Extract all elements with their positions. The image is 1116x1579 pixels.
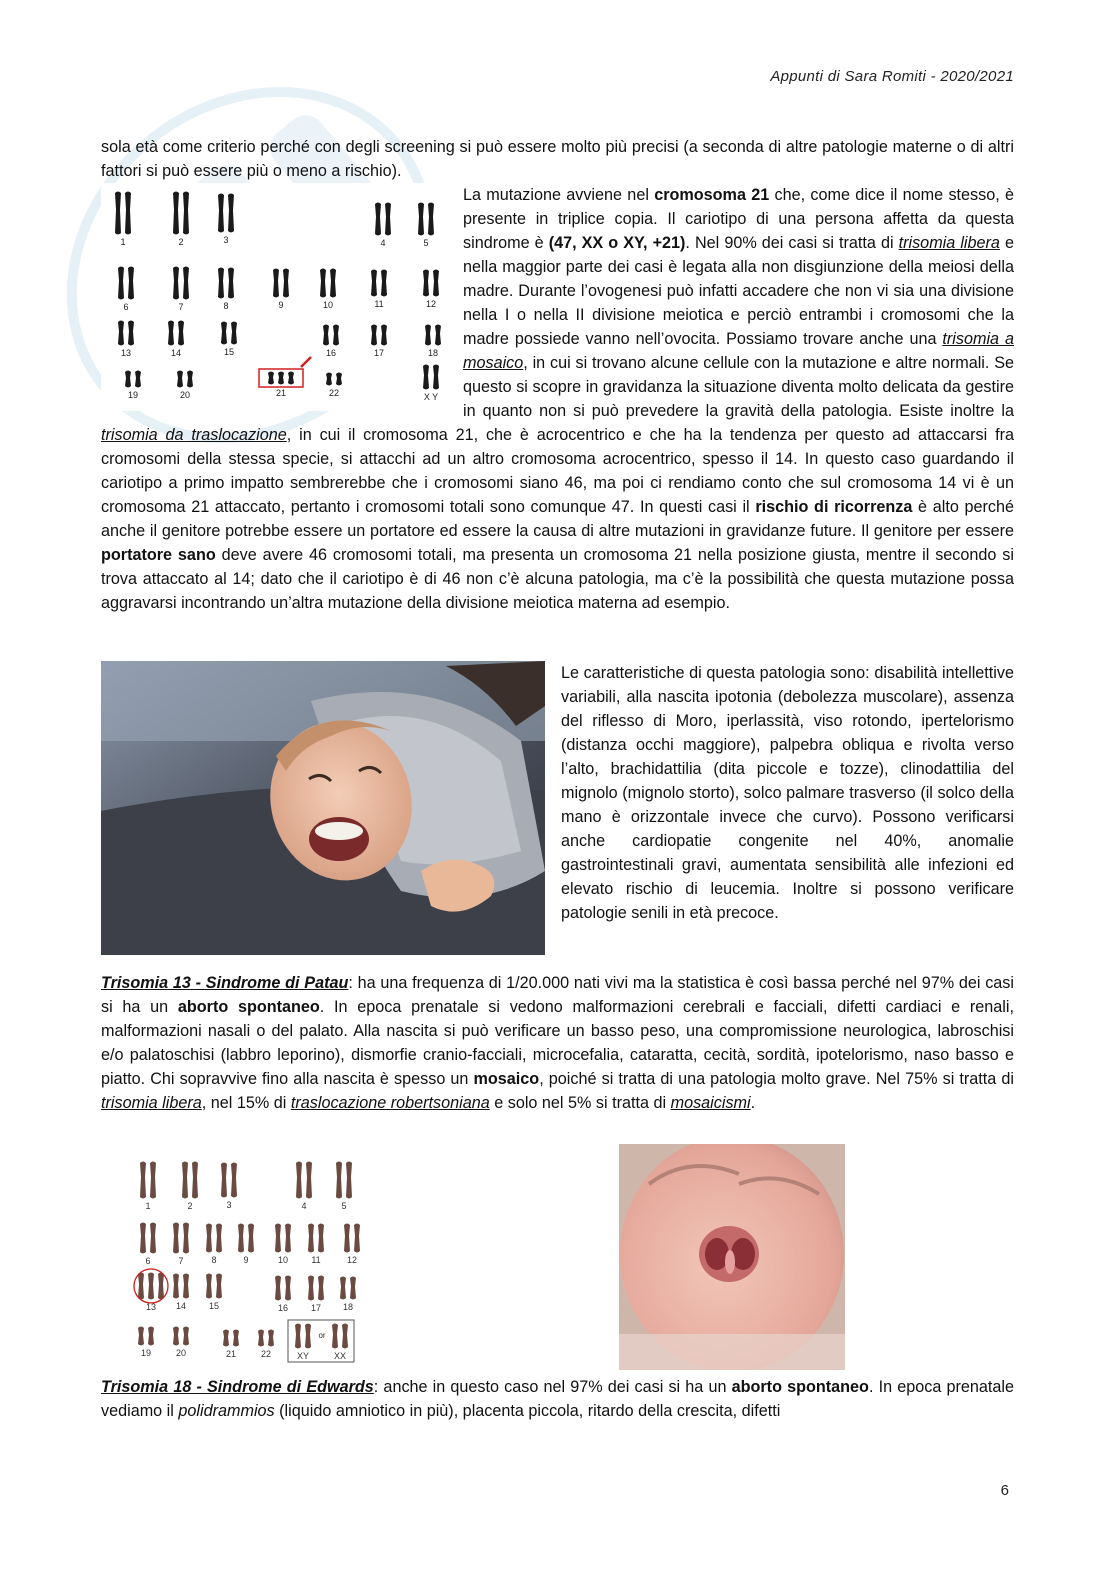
paragraph-patau [101, 971, 1014, 1115]
term-trisomia-libera: trisomia libera [898, 234, 1000, 252]
chromosome-number-label: 20 [179, 390, 191, 400]
chromosome-pair [140, 1162, 156, 1199]
chromosome-number-label: 8 [223, 301, 229, 311]
chromosome-pair [173, 1274, 189, 1299]
or-label: or [318, 1331, 326, 1340]
paragraph-down-syndrome [101, 183, 1014, 615]
chromosome-number-label: 15 [223, 347, 235, 357]
chromosome-number-label: 18 [427, 348, 439, 358]
chromosome-pair [238, 1224, 254, 1253]
chromosome-number-label: 8 [211, 1255, 217, 1265]
paragraph-text: Trisomia 13 - Sindrome di Patau: ha una frequenza di 1/20.000 nati vivi ma la statistica è così bassa perché nel 97% dei casi si ha un aborto spontaneo. In epoca prenatale si vedono malformazioni cerebrali e facciali, difetti cardiaci e renali, malformazioni nasali o del palato. Alla nascita si può verificare un basso peso, una compromissione neurologica, labroschisi e/o palatoschisi (labbro leporino), dismorfie cranio-facciali, microcefalia, cataratta, cecità, sordità, ipotelorismo, naso basso e piatto. Chi sopravvive fino alla nascita è spesso un mosaico, poiché si tratta di una patologia molto grave. Nel 75% si tratta di trisomia libera, nel 15% di traslocazione robertsoniana e solo nel 5% si tratta di mosaicismi. [101, 974, 1014, 1112]
chromosome-pair [332, 1324, 348, 1349]
chromosome-number-label: XY [296, 1351, 310, 1361]
chromosome-number-label: 13 [120, 348, 132, 358]
paragraph-text: La mutazione avviene nel cromosoma 21 che, come dice il nome stesso, è presente in triplice copia. Il cariotipo di una persona affetta da questa sindrome è (47, XX o XY, +21). Nel 90% dei casi si tratta di trisomia libera e nella maggior parte dei casi è legata alla non disgiunzione della meiosi della madre. Durante l’ovogenesi può infatti accadere che non vi sia una divisione nella I o nella II divisione meiotica e perciò entrambi i cromosomi che la madre possiede vanno nell’ovocita. Possiamo trovare anche una trisomia a mosaico, in cui si trovano alcune cellule con la mutazione e altre normali. Se questo si scopre in gravidanza la situazione diventa molto delicata da gestire in quanto non si può prevedere la gravità della patologia. Esiste inoltre la trisomia da traslocazione, in cui il cromosoma 21, che è acrocentrico e che ha la tendenza per questo ad attaccarsi fra cromosomi della stessa specie, si attacchi ad un altro cromosoma acrocentrico, spesso il 14. In questo caso guardando il cariotipo a primo impatto sembrerebbe che i cromosomi siano 46, ma poi ci rendiamo conto che sul cromosoma 14 vi è un cromosoma 21 attaccato, pertanto i cromosomi totali sono comunque 47. In questi casi il rischio di ricorrenza è alto perché anche il genitore potrebbe essere un portatore ed essere la causa di altre mutazioni in gravidanze future. Il genitore per essere portatore sano deve avere 46 cromosomi totali, ma presenta un cromosoma 21 nella posizione giusta, mentre il secondo si trova attaccato al 14; dato che il cariotipo è di 46 non c’è alcuna patologia, ma c’è la possibilità che questa mutazione possa aggravarsi incontrando un’altra mutazione della divisione meiotica materna ad esempio. [101, 186, 1015, 612]
paragraph-text: sola età come criterio perché con degli screening si può essere molto più precisi (a seconda di altre patologie materne o di altri fattori si può essere più o meno a rischio). [101, 138, 1014, 180]
chromosome-pair [308, 1276, 324, 1301]
chromosome-number-label: 20 [175, 1348, 187, 1358]
chromosome-pair [138, 1327, 154, 1346]
chromosome-number-label: 2 [178, 237, 184, 247]
infant-photo-illustration [619, 1144, 845, 1370]
chromosome-pair [296, 1162, 312, 1199]
infant-cleft-lip-photo [619, 1144, 845, 1370]
chromosome-number-label: 19 [127, 390, 139, 400]
chromosome-number-label: 19 [140, 1348, 152, 1358]
child-photo [101, 661, 545, 955]
chromosome-number-label: X Y [423, 392, 439, 402]
term-trisomia-mosaico: trisomia a mosaico [463, 330, 1014, 372]
chromosome-pair [173, 192, 189, 235]
chromosome-number-label: 21 [225, 1349, 237, 1359]
chromosome-pair [275, 1276, 291, 1301]
chromosome-number-label: 4 [301, 1201, 307, 1211]
chromosome-pair [275, 1224, 291, 1253]
chromosome-pair [218, 194, 234, 233]
chromosome-number-label: 10 [322, 300, 334, 310]
chromosome-pair [308, 1224, 324, 1253]
chromosome-pair [273, 269, 289, 298]
chromosome-pair [371, 270, 387, 297]
paragraph-edwards [101, 1375, 1014, 1423]
chromosome-pair [340, 1277, 356, 1300]
chromosome-number-label: 11 [374, 299, 384, 309]
chromosome-number-label: 11 [311, 1255, 321, 1265]
chromosome-number-label: 3 [223, 235, 229, 245]
chromosome-number-label: 5 [423, 238, 429, 248]
chromosome-number-label: XX [333, 1351, 347, 1361]
paragraph-intro [101, 135, 1014, 183]
chromosome-number-label: 18 [342, 1302, 354, 1312]
chromosome-pair [118, 267, 134, 300]
chromosome-number-label: 1 [120, 237, 126, 247]
chromosome-pair [423, 270, 439, 297]
chromosome-number-label: 14 [175, 1301, 187, 1311]
chromosome-pair [125, 371, 141, 388]
chromosome-number-label: 16 [277, 1303, 289, 1313]
chromosome-pair [173, 1223, 189, 1254]
chromosome-pair [221, 1163, 237, 1198]
paragraph-text: Le caratteristiche di questa patologia sono: disabilità intellettive variabili, alla nascita ipotonia (debolezza muscolare), assenza del riflesso di Moro, iperlassità, viso rotondo, ipertelorismo (distanza occhi maggiore), palpebra obliqua e rivolta verso l’alto, brachidattilia (dita piccole e tozze), clinodattilia del mignolo (mignolo storto), solco palmare trasverso (il solco della mano è orizzontale invece che curvo). Possono verificarsi anche cardiopatie congenite nel 40%, anomalie gastrointestinali gravi, aumentata sensibilità alle infezioni ed elevato rischio di leucemia. Inoltre si possono verificare patologie senili in età precoce. [561, 664, 1014, 922]
chromosome-number-label: 15 [208, 1301, 220, 1311]
chromosome-pair [425, 325, 441, 346]
page-header: Appunti di Sara Romiti - 2020/2021 [770, 68, 1014, 85]
chromosome-pair [168, 321, 184, 346]
chromosome-number-label: 14 [170, 348, 182, 358]
chromosome-pair [268, 372, 294, 385]
chromosome-pair [221, 322, 237, 345]
chromosome-pair [206, 1274, 222, 1299]
section-title-edwards: Trisomia 18 - Sindrome di Edwards [101, 1378, 374, 1396]
chromosome-pair [182, 1162, 198, 1199]
chromosome-number-label: 4 [380, 238, 386, 248]
chromosome-number-label: 2 [187, 1201, 193, 1211]
karyotype-trisomy21-svg [101, 183, 451, 411]
term-trisomia-traslocazione: trisomia da traslocazione [101, 426, 287, 444]
chromosome-pair [371, 325, 387, 346]
karyotype-trisomy21-figure [101, 183, 451, 411]
chromosome-number-label: 9 [243, 1255, 249, 1265]
chromosome-pair [375, 203, 391, 236]
child-photo-illustration [101, 661, 545, 955]
chromosome-number-label: 6 [145, 1256, 151, 1266]
chromosome-pair [206, 1224, 222, 1253]
karyotype-trisomy13-figure [126, 1150, 376, 1368]
chromosome-number-label: 12 [425, 299, 437, 309]
chromosome-pair [218, 268, 234, 299]
chromosome-pair [258, 1330, 274, 1347]
chromosome-number-label: 17 [373, 348, 385, 358]
chromosome-pair [138, 1273, 164, 1300]
chromosome-number-label: 7 [178, 1256, 184, 1266]
chromosome-number-label: 22 [260, 1349, 272, 1359]
chromosome-number-label: 9 [278, 300, 284, 310]
chromosome-number-label: 13 [145, 1302, 157, 1312]
chromosome-pair [320, 269, 336, 298]
chromosome-number-label: 17 [310, 1303, 322, 1313]
chromosome-number-label: 1 [145, 1201, 151, 1211]
chromosome-pair [295, 1324, 311, 1349]
chromosome-number-label: 5 [341, 1201, 347, 1211]
page-number: 6 [1000, 1482, 1009, 1499]
chromosome-pair [223, 1330, 239, 1347]
chromosome-pair [344, 1224, 360, 1253]
chromosome-number-label: 6 [123, 302, 129, 312]
chromosome-pair [173, 1327, 189, 1346]
chromosome-pair [177, 371, 193, 388]
chromosome-pair [326, 373, 342, 386]
chromosome-number-label: 7 [178, 302, 184, 312]
chromosome-pair [336, 1162, 352, 1199]
karyotype-trisomy13-svg [126, 1150, 376, 1368]
paragraph-text: Trisomia 18 - Sindrome di Edwards: anche in questo caso nel 97% dei casi si ha un aborto spontaneo. In epoca prenatale vediamo il polidrammios (liquido amniotico in più), placenta piccola, ritardo della crescita, difetti [101, 1378, 1014, 1420]
chromosome-number-label: 22 [328, 388, 340, 398]
chromosome-number-label: 12 [346, 1255, 358, 1265]
chromosome-pair [418, 203, 434, 236]
chromosome-pair [173, 267, 189, 300]
chromosome-pair [118, 321, 134, 346]
chromosome-pair [323, 325, 339, 346]
chromosome-pair [115, 192, 131, 235]
paragraph-characteristics [101, 661, 1014, 955]
chromosome-number-label: 16 [325, 348, 337, 358]
chromosome-21-trisomy [259, 357, 311, 387]
chromosome-number-label: 10 [277, 1255, 289, 1265]
chromosome-number-label: 3 [226, 1200, 232, 1210]
chromosome-pair [423, 365, 439, 390]
chromosome-number-label: 21 [275, 388, 287, 398]
section-title-patau: Trisomia 13 - Sindrome di Patau [101, 974, 349, 992]
chromosome-pair [140, 1223, 156, 1254]
